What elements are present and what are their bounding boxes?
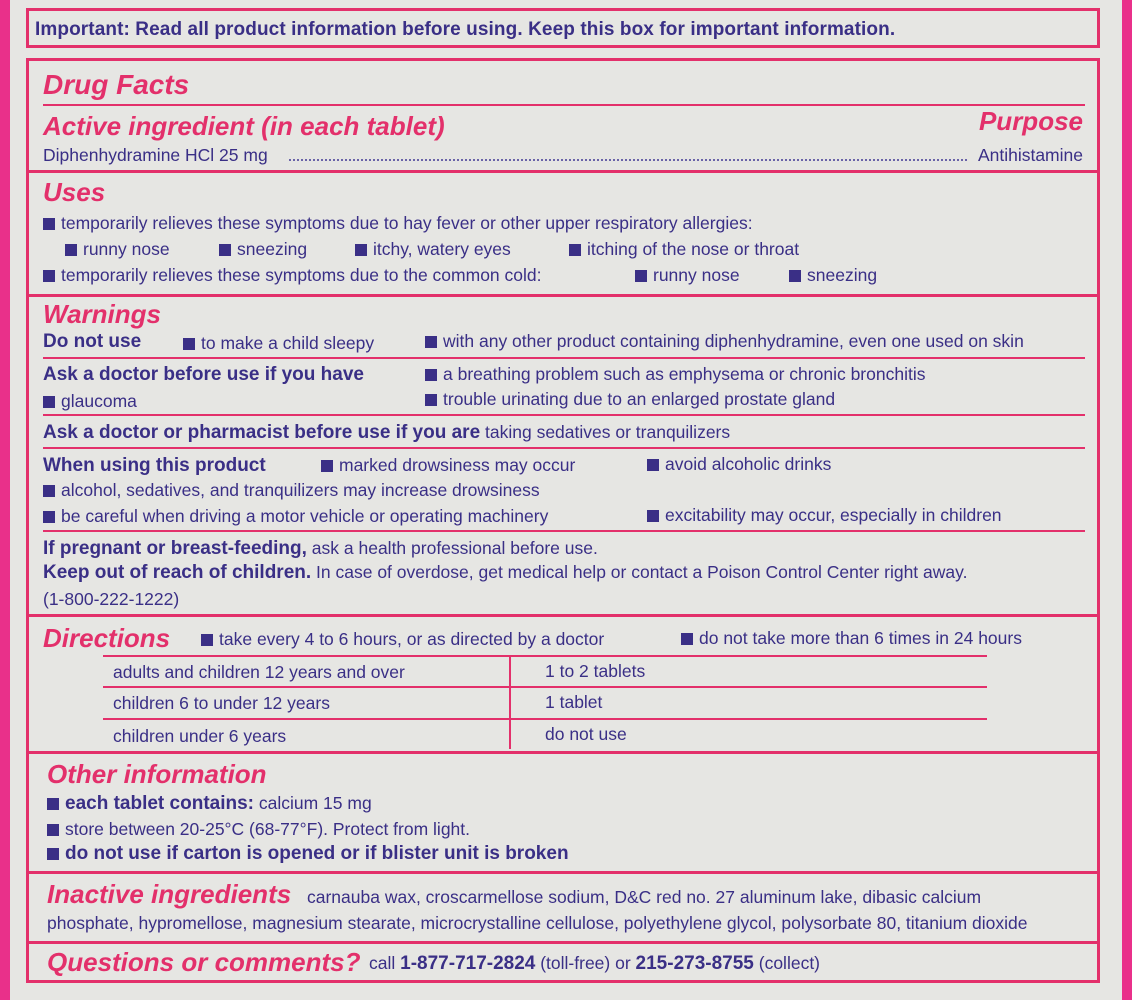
- keep-out-label: Keep out of reach of children.: [43, 562, 312, 583]
- warning-text: with any other product containing diphenhydramine, even one used on skin: [443, 331, 1024, 351]
- uses-heading: Uses: [43, 177, 106, 207]
- divider: [43, 357, 1085, 359]
- bullet: [43, 485, 55, 497]
- warning-text: trouble urinating due to an enlarged prostate gland: [443, 389, 836, 409]
- ask-doctor-label: Ask a doctor before use if you have: [43, 364, 364, 385]
- section-divider: [29, 294, 1097, 297]
- symptom-text: sneezing: [807, 265, 878, 285]
- warning-text: a breathing problem such as emphysema or chronic bronchitis: [443, 364, 926, 384]
- warning-text: excitability may occur, especially in children: [665, 505, 1002, 525]
- warning-text: avoid alcoholic drinks: [665, 454, 832, 474]
- dosage-age: children under 6 years: [113, 726, 287, 746]
- inactive-line-2: phosphate, hypromellose, magnesium stearate, microcrystalline cellulose, polyethylene glycol, polysorbate 80, titanium dioxide: [47, 913, 1028, 933]
- other-info-item: [47, 819, 470, 840]
- keep-out-line: [43, 562, 967, 584]
- table-line: [103, 718, 987, 720]
- bullet: [321, 460, 333, 472]
- warning-item: [183, 333, 374, 354]
- warning-text: to make a child sleepy: [201, 333, 375, 353]
- table-col-divider: [509, 655, 511, 749]
- direction-text: do not take more than 6 times in 24 hours: [699, 628, 1022, 648]
- warnings-heading: Warnings: [43, 299, 161, 329]
- when-using-label: When using this product: [43, 455, 266, 476]
- warning-text: be careful when driving a motor vehicle or operating machinery: [61, 506, 549, 526]
- table-line: [103, 655, 987, 657]
- bullet: [425, 394, 437, 406]
- bullet: [43, 218, 55, 230]
- ask-pharmacist-label: Ask a doctor or pharmacist before use if you are: [43, 422, 481, 443]
- uses-symptom: [355, 239, 511, 260]
- dosage-amount: do not use: [545, 724, 627, 744]
- pregnant-label: If pregnant or breast-feeding,: [43, 538, 307, 559]
- section-divider: [29, 614, 1097, 617]
- warning-item: [425, 364, 925, 385]
- important-notice-box: [26, 8, 1100, 48]
- call-text: call: [369, 953, 396, 973]
- bullet: [681, 633, 693, 645]
- important-notice: Important: Read all product information before using. Keep this box for important information.: [35, 19, 896, 40]
- toll-free-phone: 1-877-717-2824: [400, 953, 536, 974]
- storage-text: store between 20-25°C (68-77°F). Protect from light.: [65, 819, 471, 839]
- bullet: [43, 511, 55, 523]
- bullet: [43, 396, 55, 408]
- uses-symptom: [635, 265, 740, 286]
- collect-text: (collect): [758, 953, 821, 973]
- warning-text: glaucoma: [61, 391, 137, 411]
- dosage-age: children 6 to under 12 years: [113, 693, 330, 713]
- drug-facts-box: [26, 58, 1100, 983]
- toll-free-text: (toll-free) or: [540, 953, 631, 973]
- dosage-age: adults and children 12 years and over: [113, 662, 405, 682]
- bullet: [65, 244, 77, 256]
- direction-item: [201, 629, 604, 650]
- pregnant-text: ask a health professional before use.: [311, 538, 598, 558]
- tablet-contains-label: each tablet contains:: [65, 793, 254, 814]
- uses-symptom: [65, 239, 170, 260]
- drug-facts-title: Drug Facts: [43, 69, 190, 100]
- other-info-item: [47, 843, 569, 865]
- uses-symptom: [569, 239, 799, 260]
- bullet: [355, 244, 367, 256]
- keep-out-text: In case of overdose, get medical help or contact a Poison Control Center right away.: [316, 562, 968, 582]
- dosage-amount: 1 tablet: [545, 692, 603, 712]
- uses-symptom: [789, 265, 877, 286]
- divider: [43, 104, 1085, 106]
- symptom-text: sneezing: [237, 239, 308, 259]
- uses-line-1: [43, 213, 753, 234]
- uses-text-1: temporarily relieves these symptoms due to hay fever or other upper respiratory allergies:: [61, 213, 753, 233]
- warning-item: [425, 389, 835, 410]
- warning-item: [43, 391, 137, 412]
- symptom-text: runny nose: [653, 265, 740, 285]
- bullet: [425, 369, 437, 381]
- carton-warning: do not use if carton is opened or if blister unit is broken: [65, 843, 569, 864]
- warning-item: [43, 480, 540, 501]
- do-not-use-label: Do not use: [43, 331, 142, 352]
- directions-heading: Directions: [43, 623, 171, 653]
- bullet: [183, 338, 195, 350]
- dot-leader: [289, 159, 967, 161]
- purpose: Antihistamine: [977, 145, 1083, 165]
- bullet: [647, 510, 659, 522]
- symptom-text: runny nose: [83, 239, 170, 259]
- ask-pharmacist-text: taking sedatives or tranquilizers: [485, 422, 731, 442]
- bullet: [569, 244, 581, 256]
- dosage-amount: 1 to 2 tablets: [545, 661, 646, 681]
- section-divider: [29, 871, 1097, 874]
- collect-phone: 215-273-8755: [635, 953, 754, 974]
- poison-control-phone: (1-800-222-1222): [43, 589, 180, 609]
- direction-item: [681, 628, 1022, 649]
- uses-symptom: [219, 239, 307, 260]
- warning-item: [425, 331, 1024, 352]
- uses-line-2: [43, 265, 541, 286]
- warning-text: marked drowsiness may occur: [339, 455, 576, 475]
- section-divider: [29, 170, 1097, 173]
- table-line: [103, 686, 987, 688]
- other-info-heading: Other information: [47, 759, 267, 789]
- pregnant-line: [43, 538, 598, 560]
- symptom-text: itching of the nose or throat: [587, 239, 800, 259]
- bullet: [43, 270, 55, 282]
- bullet: [635, 270, 647, 282]
- direction-text: take every 4 to 6 hours, or as directed by a doctor: [219, 629, 605, 649]
- purpose-heading: Purpose: [978, 106, 1083, 136]
- section-divider: [29, 941, 1097, 944]
- divider: [43, 447, 1085, 449]
- bullet: [47, 848, 59, 860]
- questions-heading: Questions or comments?: [47, 947, 361, 977]
- inactive-heading: Inactive ingredients: [47, 879, 292, 909]
- questions-line: [369, 953, 820, 975]
- bullet: [425, 336, 437, 348]
- section-divider: [29, 751, 1097, 754]
- bullet: [47, 824, 59, 836]
- warning-item: [43, 506, 548, 527]
- inactive-line-1: carnauba wax, croscarmellose sodium, D&C red no. 27 aluminum lake, dibasic calcium: [307, 887, 982, 907]
- bullet: [789, 270, 801, 282]
- warning-item: [647, 505, 1002, 526]
- ask-pharmacist-line: [43, 422, 730, 444]
- active-ingredient: Diphenhydramine HCl 25 mg: [43, 145, 268, 165]
- divider: [43, 530, 1085, 532]
- warning-text: alcohol, sedatives, and tranquilizers may increase drowsiness: [61, 480, 540, 500]
- bullet: [647, 459, 659, 471]
- divider: [43, 414, 1085, 416]
- warning-item: [321, 455, 575, 476]
- other-info-item: [47, 793, 372, 815]
- bullet: [219, 244, 231, 256]
- warning-item: [647, 454, 831, 475]
- active-ingredient-heading: Active ingredient (in each tablet): [43, 111, 445, 141]
- bullet: [47, 798, 59, 810]
- tablet-contains-text: calcium 15 mg: [258, 793, 372, 813]
- symptom-text: itchy, watery eyes: [373, 239, 511, 259]
- uses-text-2: temporarily relieves these symptoms due to the common cold:: [61, 265, 542, 285]
- bullet: [201, 634, 213, 646]
